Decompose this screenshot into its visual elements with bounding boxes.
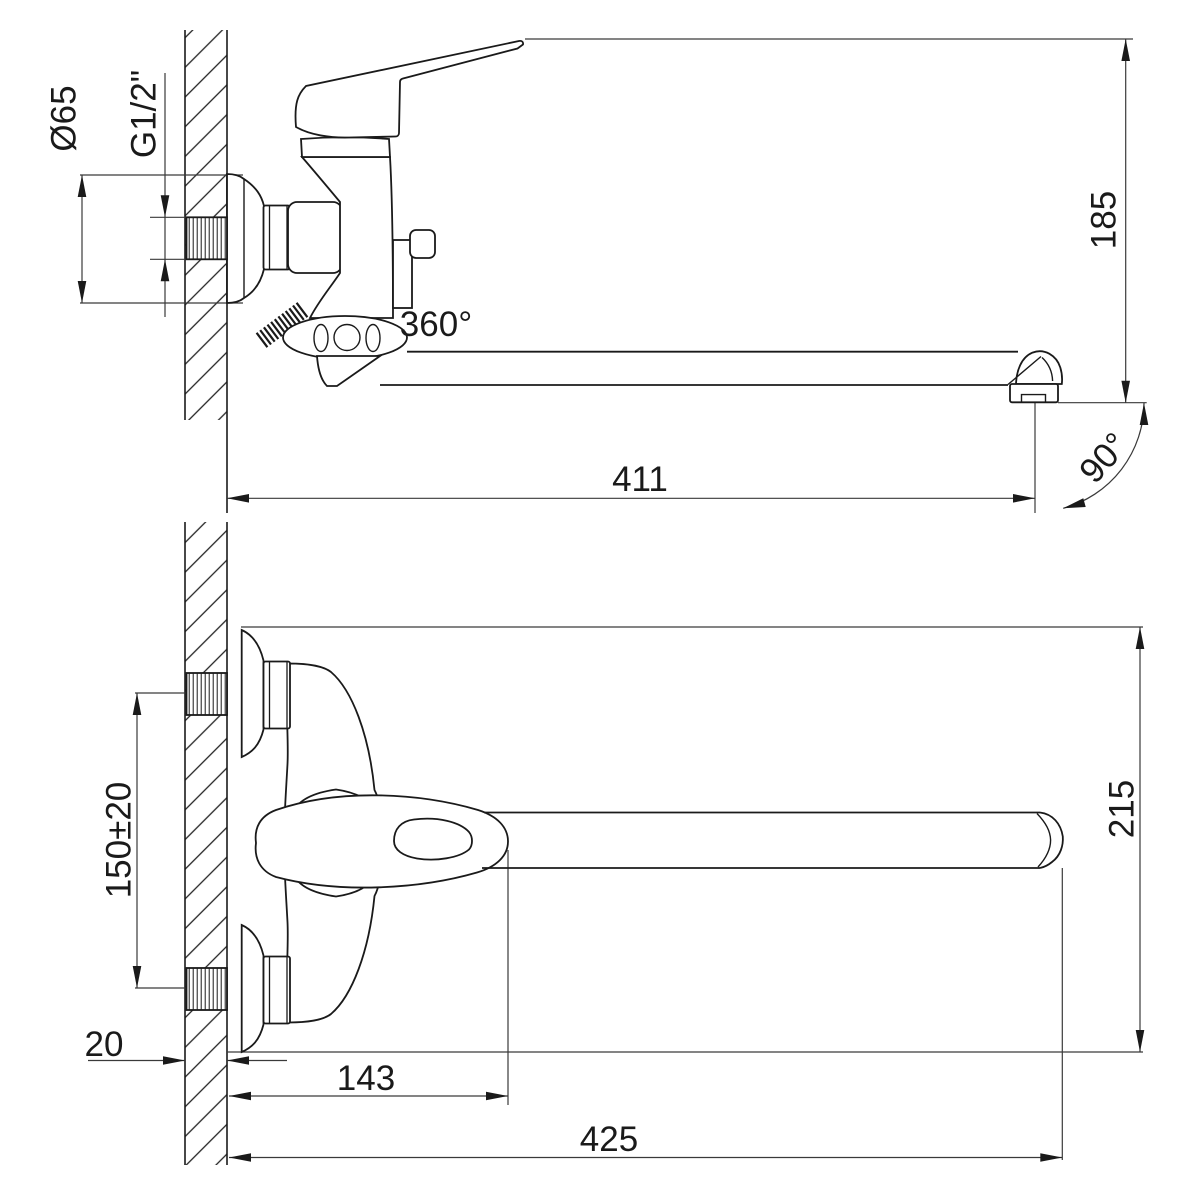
diverter-knob [410,230,435,258]
lever-handle-side [295,41,523,138]
mounting-thread-upper [187,673,228,715]
aerator [1010,384,1058,402]
faucet-side-view [187,41,1063,402]
dim-rotation-360-label: 360° [399,305,473,344]
dim-diameter-65-label: Ø65 [44,85,84,152]
eccentric-flange-side [227,174,264,303]
dim-wall-20-label: 20 [84,1025,124,1064]
dim-height-185-label: 185 [1084,190,1124,250]
dim-thread-g12-label: G1/2" [124,69,164,159]
wall-section-front-view [185,522,227,1165]
faucet-front-view [187,630,1063,1052]
dim-height-215-label: 215 [1102,779,1142,839]
hex-nut-lower [264,957,291,1024]
hex-nut-upper [264,662,291,729]
inlet-socket-side [288,202,342,273]
mounting-thread-side [187,217,228,259]
dim-centers-150-label: 150±20 [99,781,139,899]
eccentric-flange-lower [242,925,264,1052]
dim-length-411-label: 411 [612,460,668,499]
dim-length-425-label: 425 [579,1120,639,1159]
eccentric-flange-upper [242,630,264,757]
dim-angle-90-label: 90° [1071,425,1137,491]
wall-hatch-front [185,522,227,1165]
spout-funnel [317,356,380,386]
cartridge-collar [301,137,390,157]
dim-length-143-label: 143 [336,1059,396,1098]
mounting-thread-lower [187,968,228,1010]
hex-nut-side [264,206,291,270]
wall-section-side-view [185,30,227,513]
lever-hole [394,819,472,860]
spout-tip-cap [1016,351,1062,384]
